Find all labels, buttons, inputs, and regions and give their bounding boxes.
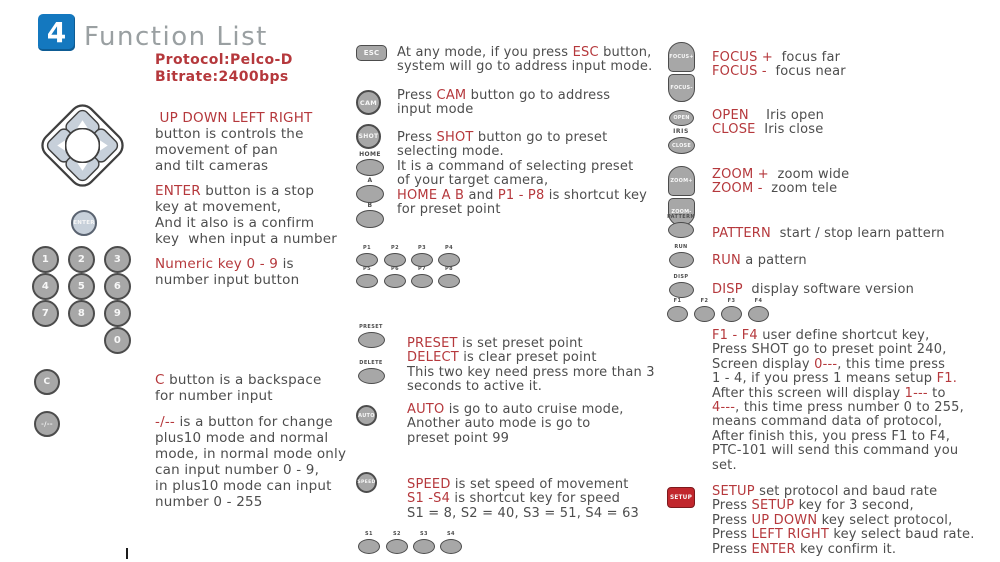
text-line: of your target camera,: [397, 173, 549, 189]
setup-key: SETUP: [667, 487, 695, 508]
fkeys-description: [712, 329, 964, 473]
f1-key: [666, 298, 689, 322]
text-line: seconds to active it.: [407, 379, 543, 395]
text-line: Numeric key 0 - 9 is: [155, 256, 294, 272]
iris-description: [712, 109, 824, 138]
text-line: F1 - F4 user define shortcut key,: [712, 328, 930, 343]
text-line: UP DOWN LEFT RIGHT: [155, 110, 313, 126]
p3-key-label: P3: [418, 245, 426, 251]
s4-key: [439, 531, 463, 554]
p8-key-label: P8: [445, 266, 453, 272]
f4-key-label: F4: [754, 298, 763, 304]
text-line: OPEN Iris open: [712, 108, 825, 123]
text-line: Press SHOT button go to preset: [397, 130, 608, 145]
s4-key-label: S4: [447, 531, 455, 537]
preset-key-cap: [358, 332, 385, 348]
text-line: DISP display software version: [712, 282, 915, 297]
text-line: key when input a number: [155, 231, 338, 247]
disp-description: [712, 283, 914, 297]
p1-key-cap: [356, 253, 378, 267]
p4-key-label: P4: [445, 245, 453, 251]
text-line: ZOOM - zoom tele: [712, 181, 838, 197]
home-key-cap: [356, 159, 384, 176]
f4-key-cap: [748, 306, 769, 322]
digit-key-8: 8: [68, 300, 95, 327]
speed-key: SPEED: [356, 472, 377, 493]
s2-key-cap: [386, 539, 408, 554]
c-description: [155, 372, 321, 404]
cam-description: [397, 89, 610, 118]
f4-key: [747, 298, 770, 322]
text-line: And it also is a confirm: [155, 215, 315, 231]
p8-key-cap: [438, 274, 460, 288]
f3-key: [720, 298, 743, 322]
text-line: Press UP DOWN key select protocol,: [712, 512, 953, 528]
text-line: HOME A B and P1 - P8 is shortcut key: [397, 187, 648, 203]
p4-key: [437, 245, 461, 267]
page-tick-mark: [126, 548, 128, 559]
f2-key-label: F2: [700, 298, 709, 304]
text-line: PTC-101 will send this command you: [712, 443, 959, 459]
protocol-text: [155, 52, 293, 86]
text-line: system will go to address input mode.: [397, 59, 653, 75]
text-line: Press LEFT RIGHT key select baud rate.: [712, 527, 975, 543]
p3-key: [410, 245, 434, 267]
text-line: This two key need press more than 3: [407, 364, 655, 380]
text-line: Press SETUP key for 3 second,: [712, 498, 914, 514]
a-key-cap: [356, 185, 384, 203]
enter-key: ENTER: [71, 210, 97, 236]
focus-plus-key: FOCUS+: [668, 42, 695, 72]
zoom-plus-key: ZOOM+: [668, 166, 695, 196]
text-line: SETUP set protocol and baud rate: [712, 484, 938, 499]
text-line: mode, in normal mode only: [155, 446, 347, 462]
pattern-description: [712, 227, 945, 241]
text-line: Bitrate:2400bps: [155, 69, 289, 85]
run-key: [667, 244, 695, 268]
shot-key: SHOT: [356, 124, 381, 149]
text-line: key at movement,: [155, 199, 282, 215]
iris-label: IRIS: [673, 128, 689, 135]
focus-description: [712, 51, 846, 80]
text-line: Press ENTER key confirm it.: [712, 541, 897, 557]
preset-description: [407, 337, 655, 395]
text-line: Screen display 0---, this time press: [712, 356, 946, 372]
text-line: set.: [712, 457, 737, 473]
home-key-label: HOME: [359, 151, 381, 158]
p8-key: [437, 266, 461, 288]
b-key: [355, 202, 385, 228]
text-line: Protocol:Pelco-D: [155, 52, 293, 68]
p5-key: [355, 266, 379, 288]
plus10-description: [155, 414, 346, 510]
disp-key: [667, 274, 695, 298]
c-key: C: [34, 369, 60, 395]
f3-key-cap: [721, 306, 742, 322]
enter-description: [155, 183, 337, 247]
page-title: Function List: [84, 22, 268, 52]
run-key-label: RUN: [674, 244, 688, 250]
text-line: AUTO is go to auto cruise mode,: [407, 402, 624, 417]
focus-minus-key: FOCUS-: [668, 74, 695, 102]
text-line: PATTERN start / stop learn pattern: [712, 226, 945, 241]
text-line: FOCUS + focus far: [712, 50, 841, 65]
p7-key-cap: [411, 274, 433, 288]
numeric-description: [155, 256, 299, 288]
text-line: preset point 99: [407, 430, 510, 446]
pattern-key: [666, 214, 696, 238]
setup-description: [712, 485, 975, 557]
f1-key-label: F1: [673, 298, 682, 304]
text-line: Another auto mode is go to: [407, 416, 591, 432]
text-line: S1 = 8, S2 = 40, S3 = 51, S4 = 63: [407, 505, 640, 521]
text-line: After finish this, you press F1 to F4,: [712, 428, 951, 444]
a-key: [355, 177, 385, 203]
p6-key-cap: [384, 274, 406, 288]
digit-key-1: 1: [32, 246, 59, 273]
run-description: [712, 254, 807, 268]
pattern-key-label: PATTERN: [667, 214, 695, 220]
text-line: input mode: [397, 102, 474, 118]
p2-key-cap: [384, 253, 406, 267]
zoom-minus-key: ZOOM-: [668, 198, 695, 226]
esc-key: ESC: [356, 45, 387, 61]
section-number-badge: 4: [38, 14, 75, 51]
home-key: [355, 151, 385, 176]
delete-key-cap: [358, 368, 385, 384]
p2-key: [383, 245, 407, 267]
open-key: OPEN: [669, 110, 694, 126]
f1-key-cap: [667, 306, 688, 322]
esc-description: [397, 46, 652, 75]
text-line: Press CAM button go to address: [397, 88, 611, 103]
speed-description: [407, 478, 639, 521]
text-line: Press SHOT go to preset point 240,: [712, 342, 947, 358]
text-line: and tilt cameras: [155, 158, 269, 174]
digit-key-4: 4: [32, 273, 59, 300]
preset-key: [356, 324, 386, 348]
text-line: DELECT is clear preset point: [407, 350, 597, 366]
digit-key-2: 2: [68, 246, 95, 273]
digit-key-3: 3: [104, 246, 131, 273]
s2-key-label: S2: [393, 531, 401, 537]
text-line: ZOOM + zoom wide: [712, 167, 850, 182]
p6-key-label: P6: [391, 266, 399, 272]
p5-key-label: P5: [363, 266, 371, 272]
s1-key-label: S1: [365, 531, 373, 537]
run-key-cap: [669, 252, 694, 268]
p1-key: [355, 245, 379, 267]
digit-key-7: 7: [32, 300, 59, 327]
delete-key-label: DELETE: [359, 360, 383, 366]
text-line: After this screen will display 1--- to: [712, 385, 946, 401]
s2-key: [385, 531, 409, 554]
p2-key-label: P2: [391, 245, 399, 251]
b-key-cap: [356, 210, 384, 228]
digit-key-5: 5: [68, 273, 95, 300]
text-line: number input button: [155, 272, 300, 288]
auto-key: AUTO: [356, 405, 377, 426]
text-line: for preset point: [397, 202, 501, 218]
text-line: PRESET is set preset point: [407, 336, 583, 351]
text-line: can input number 0 - 9,: [155, 462, 320, 478]
text-line: movement of pan: [155, 142, 279, 158]
digit-key-9: 9: [104, 300, 131, 327]
a-key-label: A: [367, 177, 373, 184]
p6-key: [383, 266, 407, 288]
dpad-illustration: [31, 94, 134, 197]
p1-key-label: P1: [363, 245, 371, 251]
dpad-center: [66, 129, 100, 163]
text-line: CLOSE Iris close: [712, 122, 824, 138]
disp-key-label: DISP: [673, 274, 689, 280]
s3-key: [412, 531, 436, 554]
text-line: number 0 - 255: [155, 494, 263, 510]
s1-key-cap: [358, 539, 380, 554]
text-line: RUN a pattern: [712, 253, 807, 268]
plus10-key: -/--: [34, 411, 60, 437]
text-line: -/-- is a button for change: [155, 414, 333, 430]
f2-key-cap: [694, 306, 715, 322]
text-line: C button is a backspace: [155, 372, 322, 388]
p3-key-cap: [411, 253, 433, 267]
s3-key-label: S3: [420, 531, 428, 537]
preset-key-label: PRESET: [359, 324, 383, 330]
zoom-description: [712, 168, 849, 197]
digit-key-0: 0: [104, 327, 131, 354]
p5-key-cap: [356, 274, 378, 288]
text-line: means command data of protocol,: [712, 414, 943, 430]
p7-key-label: P7: [418, 266, 426, 272]
disp-key-cap: [669, 282, 694, 298]
text-line: for number input: [155, 388, 273, 404]
digit-key-6: 6: [104, 273, 131, 300]
auto-description: [407, 403, 624, 446]
s4-key-cap: [440, 539, 462, 554]
p7-key: [410, 266, 434, 288]
text-line: button is controls the: [155, 126, 304, 142]
cam-key: CAM: [356, 90, 381, 115]
shot-description: [397, 131, 647, 217]
pattern-key-cap: [668, 222, 694, 238]
text-line: It is a command of selecting preset: [397, 158, 634, 174]
text-line: in plus10 mode can input: [155, 478, 332, 494]
text-line: FOCUS - focus near: [712, 64, 846, 80]
text-line: plus10 mode and normal: [155, 430, 329, 446]
text-line: selecting mode.: [397, 144, 504, 160]
delete-key: [356, 360, 386, 384]
text-line: 1 - 4, if you press 1 means setup F1.: [712, 371, 958, 387]
text-line: ENTER button is a stop: [155, 183, 315, 199]
dpad-description: [155, 110, 313, 174]
text-line: At any mode, if you press ESC button,: [397, 45, 652, 60]
text-line: SPEED is set speed of movement: [407, 477, 629, 492]
f3-key-label: F3: [727, 298, 736, 304]
p4-key-cap: [438, 253, 460, 267]
b-key-label: B: [367, 202, 373, 209]
close-key: CLOSE: [668, 137, 695, 154]
s1-key: [357, 531, 381, 554]
f2-key: [693, 298, 716, 322]
text-line: S1 -S4 is shortcut key for speed: [407, 491, 621, 507]
text-line: 4---, this time press number 0 to 255,: [712, 400, 964, 416]
s3-key-cap: [413, 539, 435, 554]
